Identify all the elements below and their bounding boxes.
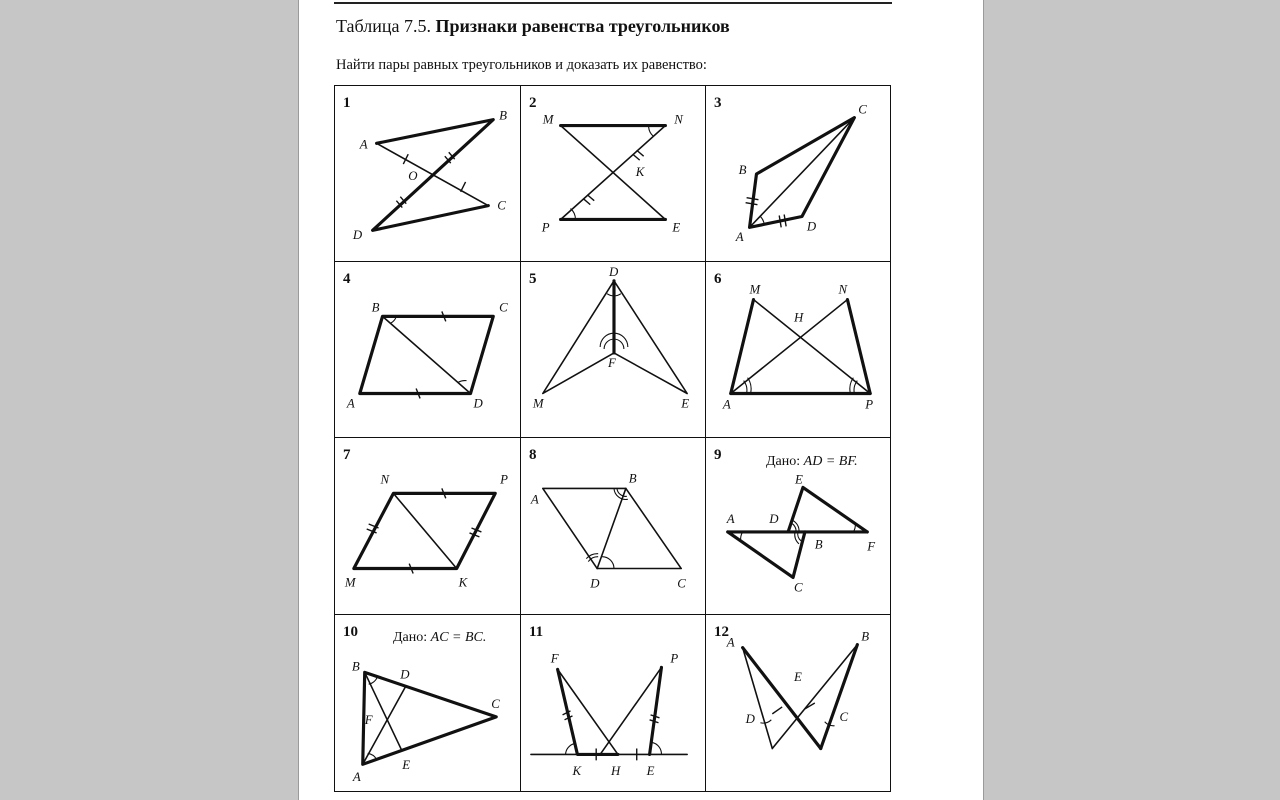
vertex-label: K [458,575,468,590]
vertex-label: C [491,696,500,711]
cell-number: 3 [714,95,722,111]
vertex-label: C [497,198,506,213]
cell-number: 10 [343,624,358,640]
vertex-label: K [572,764,582,779]
vertex-label: M [532,396,544,411]
vertex-label: C [858,102,867,117]
figure-2-drawing [521,86,705,261]
vertex-label: F [550,651,559,666]
vertex-label: H [794,310,804,325]
vertex-label: B [351,659,360,674]
vertex-label: K [635,164,645,179]
vertex-label: E [794,670,802,685]
vertex-label: D [745,711,755,726]
vertex-label: N [838,282,848,297]
cell-number: 9 [714,447,722,463]
figure-cell-9 [705,437,891,615]
vertex-label: D [352,228,363,243]
figure-10-drawing [335,615,520,791]
vertex-label: B [499,108,508,123]
vertex-label: F [364,712,373,727]
figure-cell-2 [520,85,706,262]
figure-cell-3 [705,85,891,262]
vertex-label: E [681,396,690,411]
cell-number: 2 [529,95,537,111]
vertex-label: C [677,576,686,591]
vertex-label: B [861,629,870,644]
given-expression: AD = BF. [803,454,858,469]
figure-cell-12 [705,614,891,792]
vertex-label: M [542,112,554,127]
vertex-label: D [400,667,410,682]
vertex-label: P [865,397,874,412]
given-prefix: Дано: [393,630,431,645]
vertex-label: B [628,471,637,486]
vertex-label: C [499,300,508,315]
cell-number: 6 [714,271,722,287]
figure-8-drawing [521,438,705,614]
vertex-label: D [609,264,619,279]
cell-number: 11 [529,624,544,640]
vertex-label: H [611,764,621,779]
vertex-label: A [726,512,735,527]
figure-4-drawing [335,262,520,437]
vertex-label: B [814,537,823,552]
vertex-label: O [408,168,418,183]
top-rule [334,2,892,4]
title-prefix: Таблица 7.5. [336,16,431,36]
cell-number: 4 [343,271,351,287]
cell-number: 8 [529,447,537,463]
vertex-label: E [646,764,655,779]
vertex-label: D [590,576,600,591]
vertex-label: A [352,770,361,785]
vertex-label: A [346,396,355,411]
figure-cell-4 [334,261,521,438]
figure-7-drawing [335,438,520,614]
figure-11-drawing [521,615,705,791]
figure-9-drawing [706,438,890,614]
vertex-label: A [735,230,744,245]
figure-cell-11 [520,614,706,792]
vertex-label: N [380,472,390,487]
cell-number: 5 [529,271,537,287]
vertex-label: M [344,575,356,590]
vertex-label: A [722,397,731,412]
vertex-label: P [500,472,509,487]
cell-number: 12 [714,624,729,640]
given-prefix: Дано: [766,454,804,469]
vertex-label: F [608,355,616,370]
figure-cell-10 [334,614,521,792]
vertex-label: D [806,219,817,234]
vertex-label: E [795,472,803,487]
cell-number: 1 [343,95,351,111]
task-text: Найти пары равных треугольников и доказать их равенство: [336,57,707,73]
figure-1-drawing [335,86,520,261]
vertex-label: B [738,162,747,177]
vertex-label: C [839,709,849,724]
figure-cell-8 [520,437,706,615]
vertex-label: E [402,758,411,773]
figure-cell-1 [334,85,521,262]
vertex-label: B [371,300,380,315]
vertex-label: D [473,396,483,411]
figure-6-drawing [706,262,890,437]
figure-12-drawing [706,615,890,791]
vertex-label: A [726,635,735,650]
given-expression: AC = BC. [430,630,487,645]
vertex-label: P [541,220,550,235]
cell-number: 7 [343,447,351,463]
table-title [336,16,730,37]
vertex-label: D [769,512,779,527]
vertex-label: N [674,112,683,127]
vertex-label: C [794,580,803,595]
figure-3-drawing [706,86,890,261]
figure-cell-7 [334,437,521,615]
figure-cell-6 [705,261,891,438]
title-bold: Признаки равенства треугольников [435,16,730,36]
vertex-label: M [749,282,761,297]
vertex-label: F [867,539,876,554]
figure-5-drawing [521,262,705,437]
vertex-label: A [359,137,368,152]
figure-cell-5 [520,261,706,438]
vertex-label: E [672,220,681,235]
vertex-label: P [670,651,679,666]
vertex-label: A [530,492,539,507]
